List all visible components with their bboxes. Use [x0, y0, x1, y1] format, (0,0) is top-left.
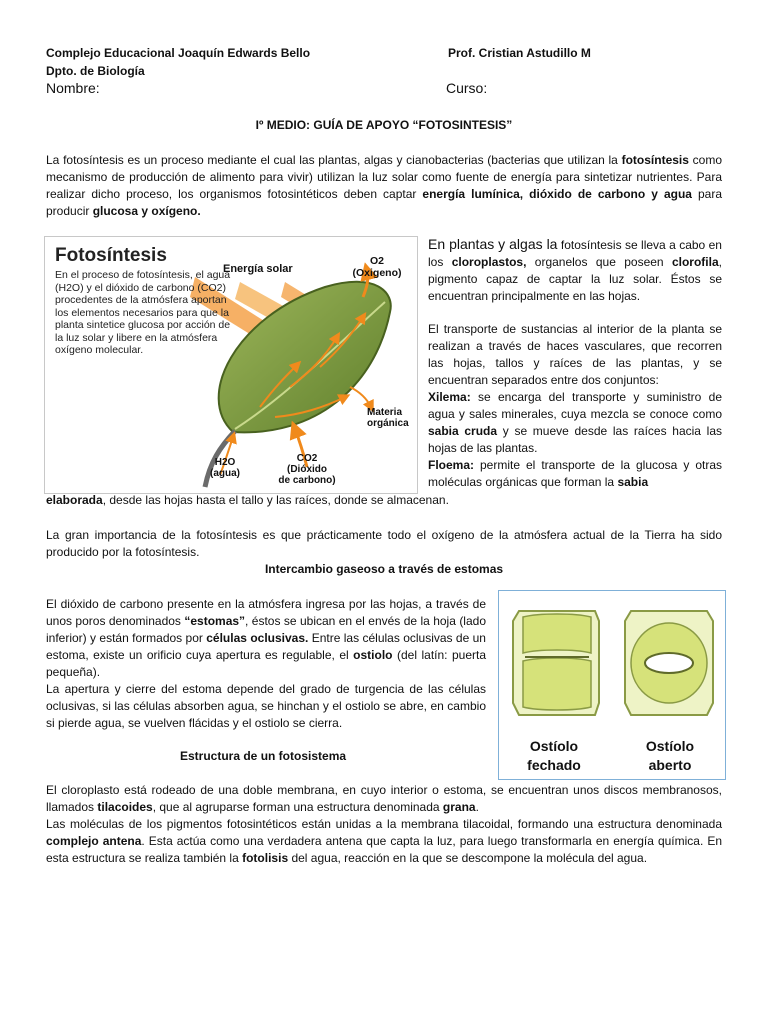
photosystem-text-5: . Esta actúa como una verdadera antena que capta la luz, para luego transformarla en energía química. En esta estructura se realiza también la [46, 834, 723, 865]
intro-bold-2: energía lumínica, dióxido de carbono y agua [422, 187, 692, 201]
oxygen-formula: O2 [369, 255, 384, 267]
course-label: Curso: [446, 80, 488, 96]
plants-text-2: organelos que poseen [526, 255, 672, 269]
intro-bold-1: fotosíntesis [621, 153, 689, 167]
intro-text-2: como mecanismo de producción de alimento para vivir) utilizan la luz solar como fuente de energía para sintetizar nutrientes. Para realizar dicho proceso, los organismos fotosintéticos deben captar [46, 153, 722, 201]
xylem-label: Xilema: [428, 390, 471, 404]
xylem-text-1: se encarga del transporte y suministro de agua y sales minerales, cuya mezcla se conoce como [428, 390, 722, 421]
photosystem-text-4: Las moléculas de los pigmentos fotosintéticos están unidas a la membrana tilacoidal, formando una estructura denominada [46, 817, 722, 831]
photosystem-bold-4: fotolisis [242, 851, 289, 865]
stomata-paragraph [46, 596, 486, 732]
co2-formula: CO2 [296, 453, 318, 464]
intro-text-1: La fotosíntesis es un proceso mediante el cual las plantas, algas y cianobacterias (bacterias que utilizan la [46, 153, 622, 167]
figure-title: Fotosíntesis [55, 245, 167, 266]
school-name: Complejo Educacional Joaquín Edwards Bello [46, 46, 311, 60]
plants-bold-2: clorofila [671, 255, 719, 269]
phloem-continuation [46, 492, 722, 509]
plants-paragraph [428, 236, 722, 305]
stomata-heading: Intercambio gaseoso a través de estomas [264, 562, 504, 576]
stomata-bold-2: células oclusivas. [206, 631, 309, 645]
photosystem-text-2: , que al agruparse forman una estructura denominada [152, 800, 443, 814]
organic-matter-label [367, 407, 409, 429]
photosystem-text-1: El cloroplasto está rodeado de una doble membrana, en cuyo interior o estoma, se encuentran unos discos membranosos, llamados [46, 783, 722, 814]
solar-energy-label: Energía solar [223, 263, 293, 275]
photosystem-text-3: . [475, 800, 479, 814]
phloem-bold-2: elaborada [46, 493, 103, 507]
phloem-text-2: , desde las hojas hasta el tallo y las raíces, donde se almacenan. [102, 493, 449, 507]
department: Dpto. de Biología [46, 64, 145, 78]
plants-lead: En plantas y algas la [428, 236, 558, 252]
co2-name-2: de carbono) [278, 475, 336, 486]
co2-label [271, 453, 343, 486]
transport-text: El transporte de sustancias al interior de la planta se realizan a través de haces vasculares, que recorren las hojas, tallos y raíces de las plantas, y se encuentran separados entre dos conjuntos: [428, 322, 722, 387]
photosystem-bold-2: grana [442, 800, 476, 814]
intro-paragraph [46, 152, 722, 220]
closed-stoma-word-1: Ostíolo [529, 738, 579, 754]
phloem-bold: sabia [617, 475, 649, 489]
page-title: Iº MEDIO: GUÍA DE APOYO “FOTOSINTESIS” [255, 118, 513, 132]
photosystem-bold-1: tilacoides [97, 800, 153, 814]
water-formula: H2O [214, 457, 236, 468]
oxygen-label [347, 255, 407, 279]
stomata-text-2: , éstos se ubican en el envés de la hoja (lado inferior) y están formados por [46, 614, 486, 645]
closed-stoma-label [499, 737, 609, 775]
photosystem-bold-3: complejo antena [46, 834, 142, 848]
photosynthesis-figure [44, 236, 418, 494]
transport-paragraph [428, 321, 722, 491]
organic-matter-2: orgánica [367, 418, 409, 429]
open-stoma-word-2: aberto [648, 757, 692, 773]
importance-paragraph: La gran importancia de la fotosíntesis es que prácticamente todo el oxígeno de la atmósfera actual de la Tierra ha sido producido por la fotosíntesis. [46, 528, 722, 559]
stomata-bold-3: ostiolo [353, 648, 393, 662]
oxygen-name: (Oxigeno) [352, 267, 402, 279]
phloem-label: Floema: [428, 458, 475, 472]
open-stoma-label [615, 737, 725, 775]
teacher-name: Prof. Cristian Astudillo M [448, 46, 591, 60]
intro-bold-3: glucosa y oxígeno. [92, 204, 201, 218]
photosystem-paragraph [46, 782, 722, 867]
water-name: (agua) [210, 468, 240, 479]
xylem-text-2: y se mueve desde las raíces hacia las hojas de las plantas. [428, 424, 722, 455]
stomata-text-3: Entre las células oclusivas de un estoma, existe un orificio cuya apertura es regulable, el [46, 631, 486, 662]
co2-name-1: (Dióxido [287, 464, 327, 475]
name-label: Nombre: [46, 80, 100, 96]
stomata-bold-1: “estomas” [184, 614, 246, 628]
plants-text-1: fotosíntesis se lleva a cabo en los [428, 238, 722, 269]
organic-matter-1: Materia [367, 407, 403, 418]
closed-stoma-word-2: fechado [527, 757, 581, 773]
phloem-text-1: permite el transporte de la glucosa y otras moléculas orgánicas que forman la [428, 458, 722, 489]
intro-text-3: para producir [46, 187, 722, 218]
photosystem-heading: Estructura de un fotosistema [180, 749, 347, 763]
water-label [203, 457, 247, 479]
stomata-figure [498, 590, 726, 780]
stomata-text-4: (del latín: puerta pequeña). [46, 648, 486, 679]
xylem-bold: sabia cruda [428, 424, 498, 438]
plants-bold-1: cloroplastos, [451, 255, 527, 269]
figure-caption: En el proceso de fotosíntesis, el agua (H2O) y el dióxido de carbono (CO2) procedentes de la atmósfera aportan los elementos necesarios para que la planta sintetice glucosa por acción de la luz solar y libere en la atmósfera oxígeno molecular. [55, 269, 231, 356]
stomata-text-1: El dióxido de carbono presente en la atmósfera ingresa por las hojas, a través de unos poros denominados [46, 597, 486, 628]
plants-text-3: , pigmento capaz de captar la luz solar. Éstos se encuentran principalmente en las hojas. [428, 255, 722, 303]
photosystem-text-6: del agua, reacción en la que se descompone la molécula del agua. [288, 851, 648, 865]
stomata-text-5: La apertura y cierre del estoma depende del grado de turgencia de las células oclusivas, si las células absorben agua, se hinchan y el ostiolo se abre, en cambio si pierde agua, se vuelven flácidas y el ostiolo se cierra. [46, 682, 486, 730]
open-stoma-word-1: Ostíolo [645, 738, 695, 754]
